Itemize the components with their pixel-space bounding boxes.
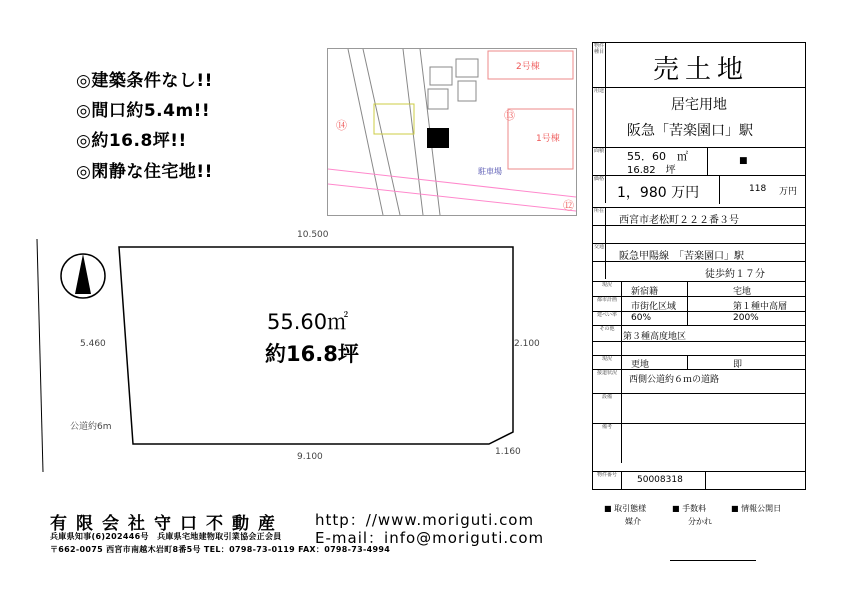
- company-email[interactable]: E-mail：info@moriguti.com: [315, 529, 545, 547]
- legend-mark-2: ■: [672, 504, 680, 513]
- label-kenpei: 建ぺい率: [593, 312, 622, 325]
- license-info: 兵庫県知事(6)202446号 兵庫県宅地建物取引業協会正会員: [50, 532, 282, 541]
- label-blank1: [593, 226, 606, 243]
- sheet-code: 50008318: [637, 475, 683, 485]
- legend-tesuryo-value: 分かれ: [688, 517, 712, 526]
- legend-tesuryo: [672, 503, 706, 514]
- sheet-road: 西側公道約６ｍの道路: [629, 375, 720, 385]
- legend-tesuryo-label: 手数料: [682, 504, 707, 513]
- sheet-other: 第３種高度地区: [623, 332, 687, 342]
- legend-torihiki-label: 取引態様: [614, 504, 647, 513]
- dim-corner: 1.160: [495, 447, 521, 457]
- label-address: 所在: [593, 208, 606, 225]
- dim-bottom: 9.100: [297, 452, 323, 462]
- map-label-1: 1号棟: [536, 134, 560, 144]
- dim-right: 2.100: [514, 339, 540, 349]
- feature-2: ◎間口約5.4m!!: [76, 101, 211, 121]
- label-use: 用途: [593, 88, 606, 147]
- label-price: 価格: [593, 176, 606, 203]
- label-walk: [593, 262, 606, 279]
- location-map: [327, 48, 577, 216]
- map-circle-14: ⑭: [336, 119, 347, 132]
- company-name: 有限会社守口不動産: [50, 514, 284, 534]
- company-address: 〒662-0075 西宮市南越木岩町8番5号 TEL：0798-73-0119 FAX：0798-73-4994: [50, 545, 391, 554]
- sheet-kenpei: 60%: [631, 313, 652, 323]
- map-circle-12: ⑫: [563, 199, 574, 212]
- label-blank2: [593, 342, 622, 355]
- label-remarks: 備考: [593, 424, 622, 463]
- sheet-hikiwatashi: 即: [733, 360, 743, 370]
- dim-left: 5.460: [80, 339, 106, 349]
- label-traffic: 交通: [593, 244, 606, 261]
- map-circle-13: ⑬: [504, 109, 515, 122]
- label-toshi: 都市計画: [593, 297, 622, 311]
- legend-kanri: [731, 503, 781, 514]
- sheet-current: 新宿籍: [631, 287, 659, 297]
- sheet-area-tsubo: 16.82 坪: [627, 165, 676, 176]
- map-drawing: [328, 49, 576, 215]
- sheet-genkyo: 更地: [631, 360, 650, 370]
- feature-1: ◎建築条件なし!!: [76, 71, 213, 91]
- label-other: その他: [593, 326, 622, 341]
- dim-top: 10.500: [297, 230, 329, 240]
- label-current: 現況: [593, 282, 622, 296]
- label-type: 物件種目: [593, 43, 606, 87]
- subject-lot-marker: [427, 128, 449, 148]
- map-label-2: 2号棟: [516, 62, 540, 72]
- label-road: 接道状況: [593, 370, 622, 393]
- legend-torihiki: [604, 503, 646, 514]
- map-label-parking: 駐車場: [478, 167, 502, 176]
- sheet-use: 居宅用地: [671, 97, 727, 113]
- label-genkyo: 現況: [593, 356, 622, 369]
- sheet-price: 1，980 万円: [617, 185, 700, 201]
- plot-diagram: [35, 230, 555, 474]
- sheet-chimoku: 宅地: [733, 287, 752, 297]
- legend-torihiki-value: 媒介: [625, 517, 641, 526]
- signature-line: [670, 560, 756, 561]
- road-label: 公道約6m: [70, 422, 112, 432]
- sheet-yoseki: 200%: [733, 313, 759, 323]
- label-area: 面積: [593, 148, 606, 175]
- legend-mark-3: ■: [731, 504, 739, 513]
- legend-kanri-label: 情報公開日: [741, 504, 782, 513]
- label-code: 物件番号: [593, 472, 622, 489]
- label-equip: 設備: [593, 394, 622, 423]
- sheet-address: 西宮市老松町２２２番３号: [619, 215, 739, 226]
- sheet-toshi: 市街化区域: [631, 302, 677, 312]
- property-sheet: [592, 42, 806, 490]
- feature-3: ◎約16.8坪!!: [76, 131, 187, 151]
- sheet-type: 売土地: [653, 55, 750, 85]
- plot-area: 55.60㎡: [267, 310, 349, 334]
- company-url[interactable]: http：//www.moriguti.com: [315, 511, 535, 529]
- sheet-line: 阪急甲陽線 「苦楽園口」駅: [619, 251, 744, 262]
- sheet-walk: 徒歩約１７分: [705, 269, 765, 280]
- sheet-grade: ■: [739, 156, 748, 166]
- sheet-area-m2: 55．60 ㎡: [627, 150, 688, 163]
- road-line: [37, 239, 43, 472]
- feature-4: ◎閑静な住宅地!!: [76, 162, 213, 182]
- sheet-station: 阪急「苦楽園口」駅: [627, 123, 753, 139]
- sheet-tsubo-unit: 万円: [779, 187, 798, 197]
- legend-mark-1: ■: [604, 504, 612, 513]
- sheet-tsubo-price: 118: [749, 184, 767, 194]
- sheet-youto: 第１種中高層: [733, 302, 788, 312]
- plot-tsubo: 約16.8坪: [265, 342, 359, 366]
